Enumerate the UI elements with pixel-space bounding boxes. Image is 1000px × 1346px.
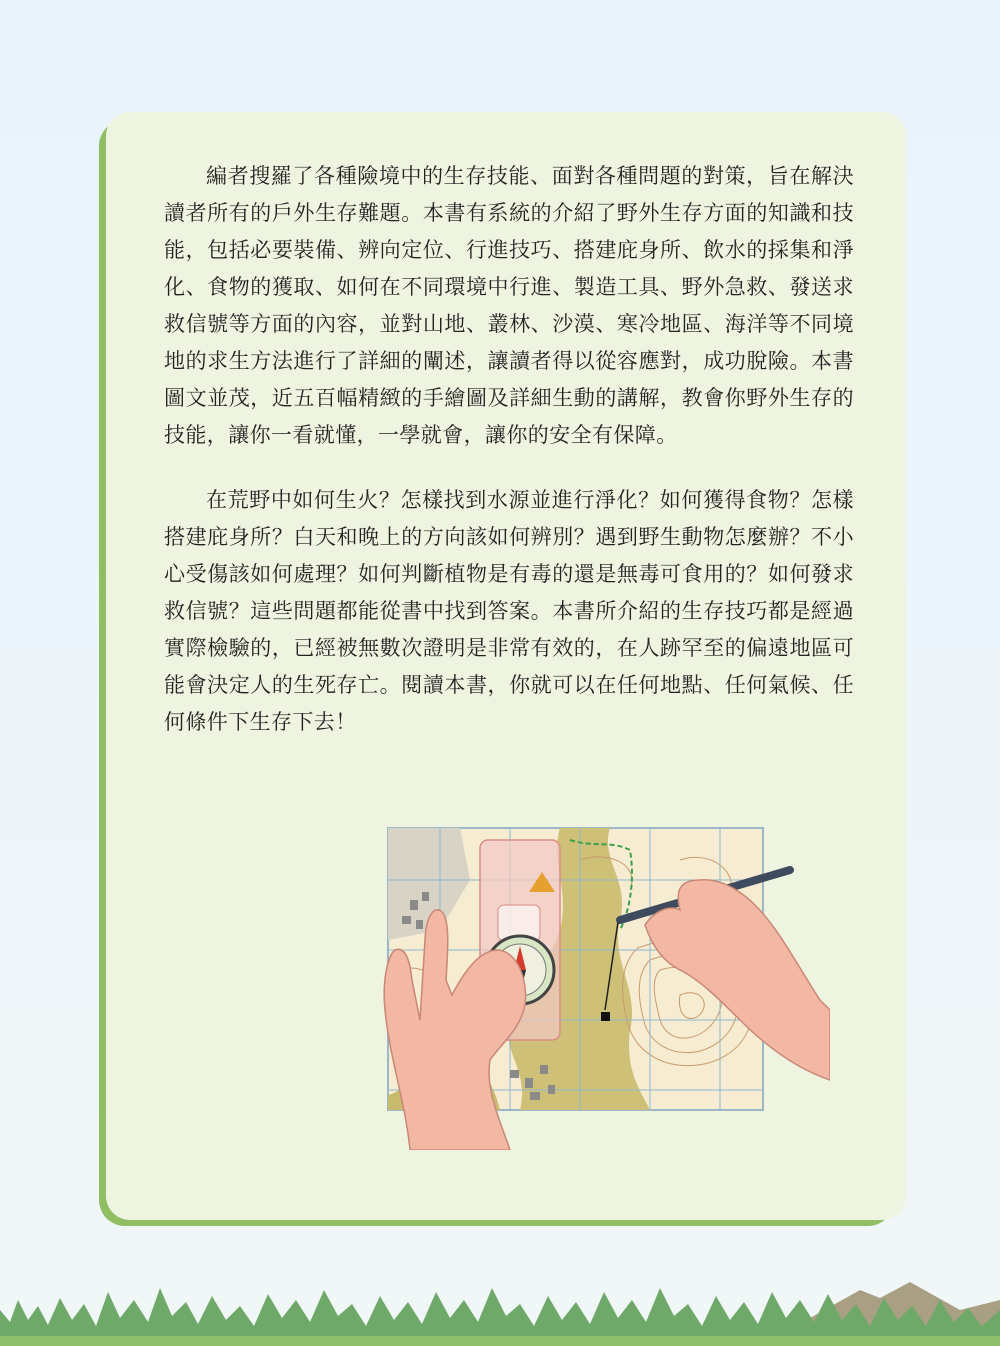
intro-paragraph-1: 編者搜羅了各種險境中的生存技能、面對各種問題的對策，旨在解決讀者所有的戶外生存難題。本書有系統的介紹了野外生存方面的知識和技能，包括必要裝備、辨向定位、行進技巧、搭建庇身所、飲水的採集和淨化、食物的獲取、如何在不同環境中行進、製造工具、野外急救、發送求救信號等方面的內容，並對山地、叢林、沙漠、寒冷地區、海洋等不同境地的求生方法進行了詳細的闡述，讓讀者得以從容應對，成功脫險。本書圖文並茂，近五百幅精緻的手繪圖及詳細生動的講解，教會你野外生存的技能，讓你一看就懂，一學就會，讓你的安全有保障。 bbox=[164, 164, 854, 447]
marker-square bbox=[601, 1012, 610, 1021]
intro-paragraph-2: 在荒野中如何生火？怎樣找到水源並進行淨化？如何獲得食物？怎樣搭建庇身所？白天和晚上的方向該如何辨別？遇到野生動物怎麼辦？不小心受傷該如何處理？如何判斷植物是有毒的還是無毒可食用的？如何發求救信號？這些問題都能從書中找到答案。本書所介紹的生存技巧都是經過實際檢驗的，已經被無數次證明是非常有效的，在人跡罕至的偏遠地區可能會決定人的生死存亡。閱讀本書，你就可以在任何地點、任何氣候、任何條件下生存下去！ bbox=[164, 488, 854, 734]
compass-map-illustration bbox=[380, 820, 830, 1150]
forest-treeline bbox=[0, 1270, 1000, 1346]
